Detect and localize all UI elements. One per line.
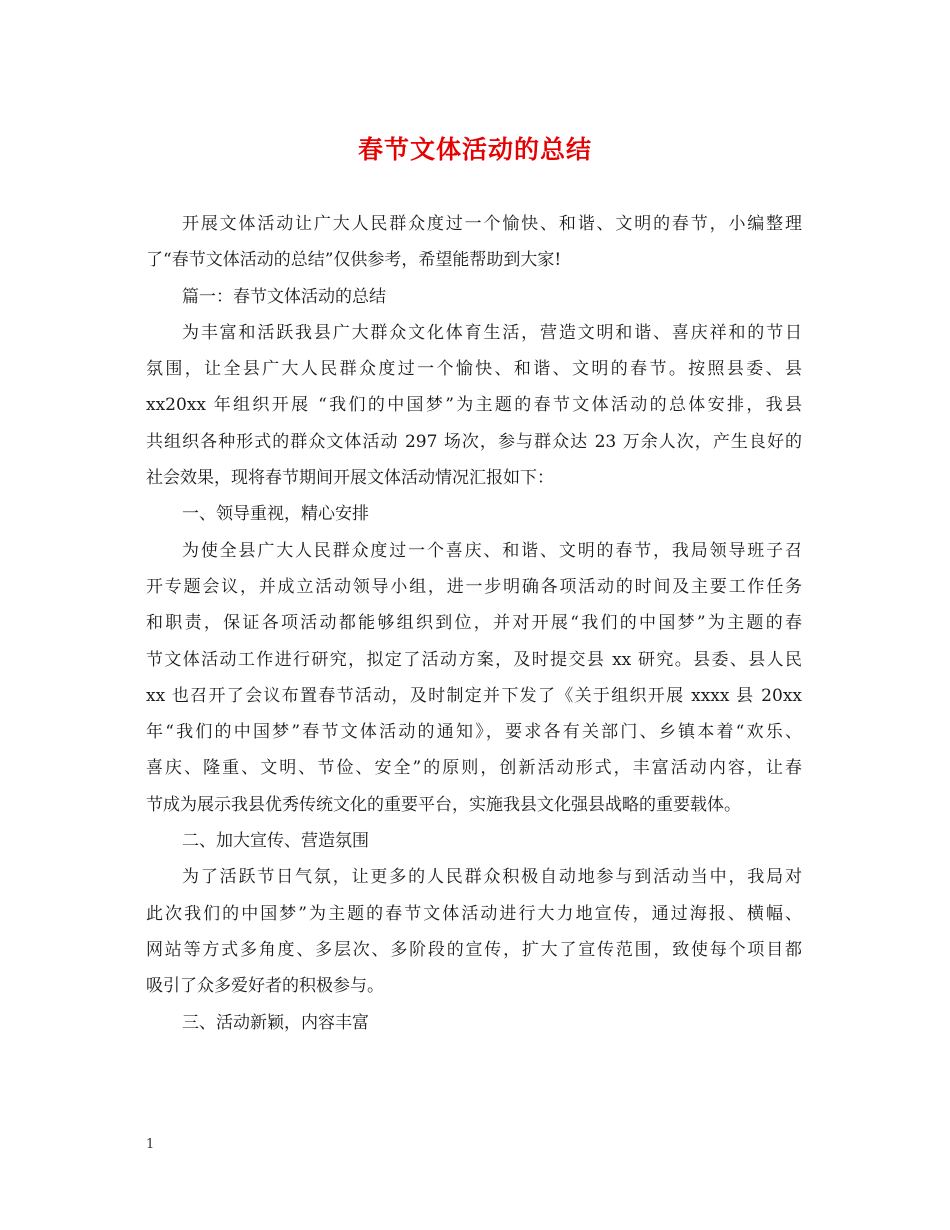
section-heading: 篇一：春节文体活动的总结 (182, 286, 386, 307)
body-line: 网站等方式多角度、多层次、多阶段的宣传，扩大了宣传范围，致使每个项目都 (146, 939, 802, 960)
body-line: 共组织各种形式的群众文体活动 297 场次，参与群众达 23 万余人次，产生良好的 (146, 431, 802, 452)
body-line: 节文体活动工作进行研究，拟定了活动方案，及时提交县 xx 研究。县委、县人民 (146, 649, 802, 670)
body-line: 节成为展示我县优秀传统文化的重要平台，实施我县文化强县战略的重要载体。 (146, 794, 741, 815)
section-heading: 二、加大宣传、营造氛围 (182, 831, 369, 852)
page-number: 1 (146, 1137, 155, 1152)
body-line: 为丰富和活跃我县广大群众文化体育生活，营造文明和谐、喜庆祥和的节日 (182, 322, 802, 343)
body-line: 喜庆、隆重、文明、节俭、安全”的原则，创新活动形式，丰富活动内容，让春 (146, 758, 802, 779)
body-line: 了“春节文体活动的总结”仅供参考，希望能帮助到大家! (146, 250, 562, 271)
body-line: 吸引了众多爱好者的积极参与。 (146, 976, 384, 997)
body-line: 为使全县广大人民群众度过一个喜庆、和谐、文明的春节，我局领导班子召 (182, 540, 802, 561)
body-line: xx 也召开了会议布置春节活动，及时制定并下发了《关于组织开展 xxxx 县 20xx (146, 685, 802, 706)
body-line: 开专题会议，并成立活动领导小组，进一步明确各项活动的时间及主要工作任务 (146, 576, 802, 597)
body-line: 开展文体活动让广大人民群众度过一个愉快、和谐、文明的春节，小编整理 (182, 214, 802, 234)
document-body (146, 206, 802, 1041)
body-line: 和职责，保证各项活动都能够组织到位，并对开展“我们的中国梦”为主题的春 (146, 613, 802, 634)
body-line: xx20xx 年组织开展 “我们的中国梦”为主题的春节文体活动的总体安排，我县 (146, 395, 802, 416)
body-line: 社会效果，现将春节期间开展文体活动情况汇报如下： (146, 468, 554, 489)
section-heading: 一、领导重视，精心安排 (182, 504, 369, 525)
body-line: 为了活跃节日气氛，让更多的人民群众积极自动地参与到活动当中，我局对 (182, 867, 802, 888)
document-title: 春节文体活动的总结 (357, 135, 592, 164)
body-line: 年“我们的中国梦”春节文体活动的通知》，要求各有关部门、乡镇本着“欢乐、 (146, 722, 802, 743)
body-line: 此次我们的中国梦”为主题的春节文体活动进行大力地宣传，通过海报、横幅、 (146, 903, 802, 924)
body-line: 氛围，让全县广大人民群众度过一个愉快、和谐、文明的春节。按照县委、县 (146, 359, 802, 380)
section-heading: 三、活动新颖，内容丰富 (182, 1012, 369, 1033)
